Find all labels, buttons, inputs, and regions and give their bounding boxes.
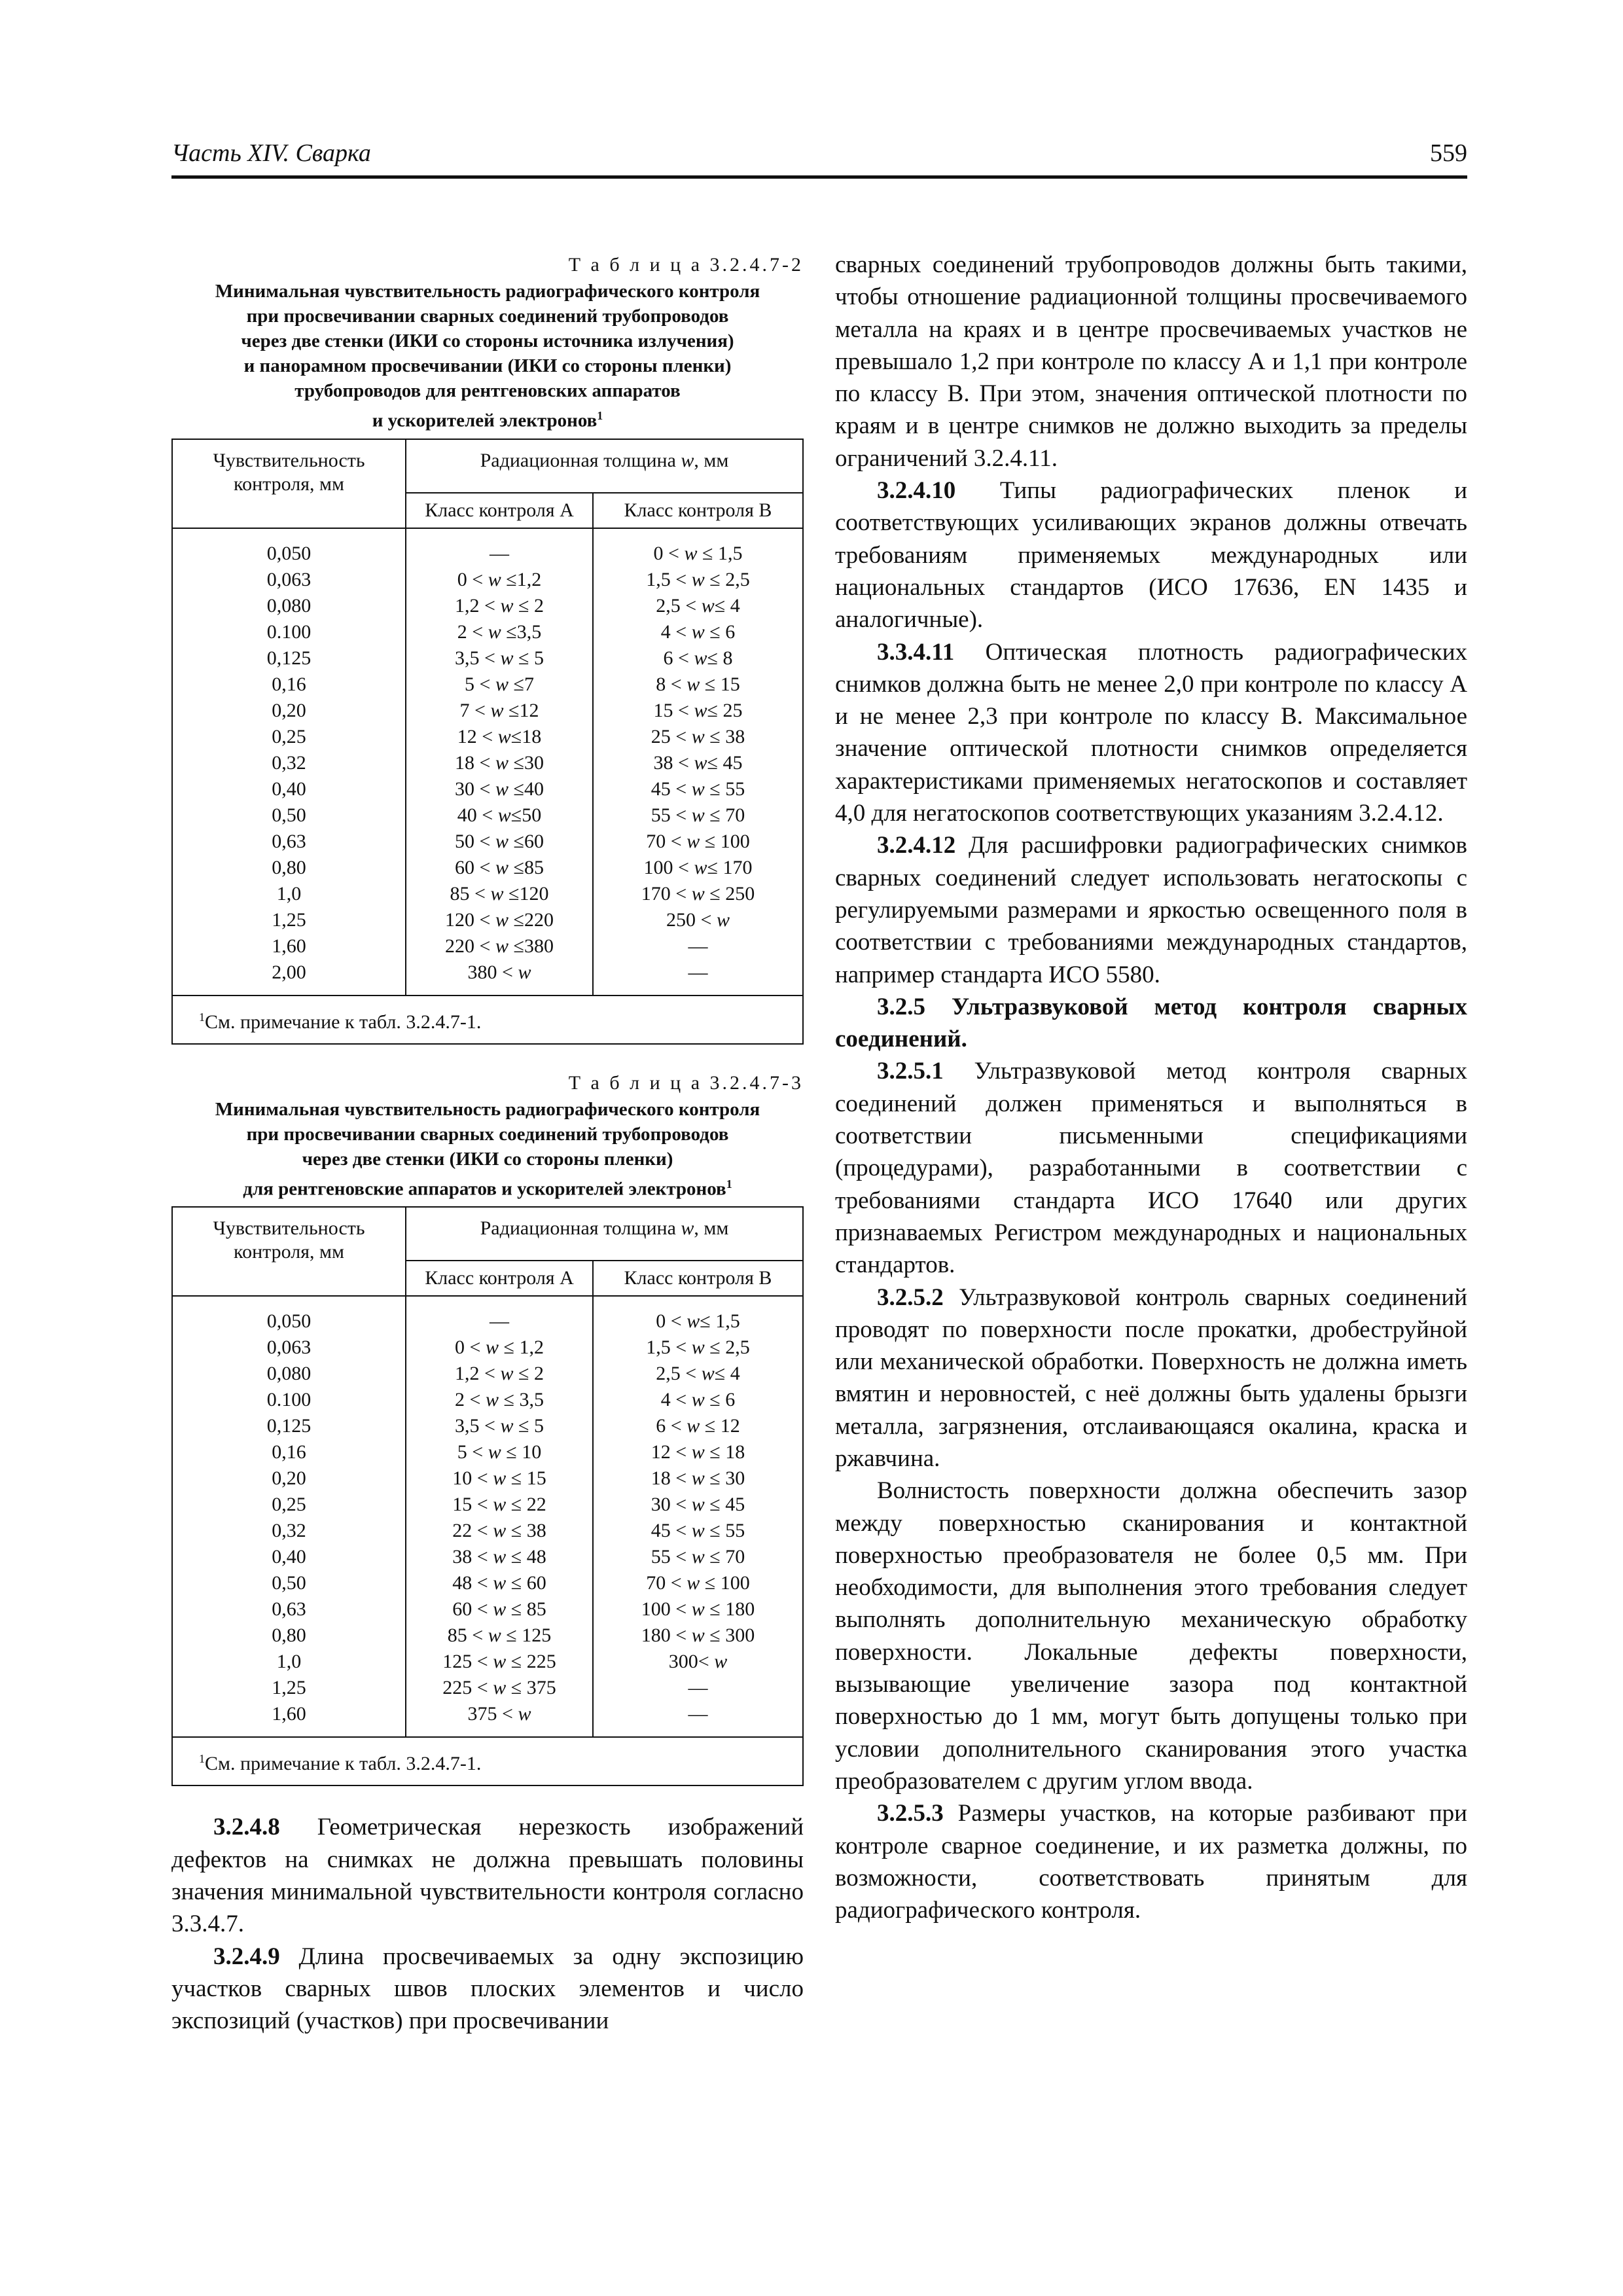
table-cell: 4 < w ≤ 6 xyxy=(660,1389,736,1411)
table-cell: 0,20 xyxy=(272,1467,306,1490)
caption-line: и панорамном просвечивании (ИКИ со стороны пленки) xyxy=(243,355,732,376)
table-footnote xyxy=(172,1737,803,1785)
caption-line: при просвечивании сварных соединений трубопроводов xyxy=(246,1123,729,1145)
paragraph-text: Для расшифровки радиографических снимков сварных соединений следует использовать негатоскопы с регулируемыми размерами и яркостью освещенного поля в соответствии с требованиями международных стандартов, например стандарта ИСО 5580. xyxy=(835,832,1467,988)
caption-line: для рентгеновские аппаратов и ускорителей электронов xyxy=(243,1178,726,1200)
table-cell: 1,25 xyxy=(272,908,306,931)
table-cell: 170 < w ≤ 250 xyxy=(641,882,755,905)
data-table xyxy=(171,1206,804,1786)
table-label: Т а б л и ц а 3.2.4.7-2 xyxy=(568,254,804,276)
clause-number: 3.2.4.10 xyxy=(877,477,956,505)
table-cell: 0 < w ≤1,2 xyxy=(457,568,542,590)
table-caption xyxy=(171,279,804,433)
paragraph-text: Геометрическая нерезкость изображений дефектов на снимках не должна превышать половины значения минимальной чувствительности контроля согласно 3.3.4.7. xyxy=(171,1814,804,1938)
table-cell: 225 < w ≤ 375 xyxy=(442,1677,556,1699)
table-cell: 0,80 xyxy=(272,1624,306,1647)
table-cell: 7 < w ≤12 xyxy=(459,699,539,721)
table-cell: 45 < w ≤ 55 xyxy=(651,1520,745,1542)
table-cell: 0 < w ≤ 1,2 xyxy=(455,1336,544,1359)
table-cell: 0,32 xyxy=(272,1520,306,1542)
table-cell: 38 < w ≤ 48 xyxy=(452,1546,546,1568)
clause-number: 3.2.5.1 xyxy=(877,1058,944,1085)
table-cell: 0,32 xyxy=(272,751,306,774)
table-cell: — xyxy=(688,1703,708,1725)
table-column-body xyxy=(172,1296,406,1737)
table-cell: 120 < w ≤220 xyxy=(445,908,554,931)
table-cell: 375 < w xyxy=(467,1703,531,1725)
table-cell: 12 < w ≤ 18 xyxy=(651,1441,745,1463)
table-cell: 2 < w ≤ 3,5 xyxy=(455,1389,544,1411)
column-header-group xyxy=(406,1207,803,1261)
clause-number: 3.2.4.12 xyxy=(877,832,956,859)
caption-footnote-mark: 1 xyxy=(597,409,603,422)
table-block-2 xyxy=(171,1072,804,1787)
table-cell: 1,0 xyxy=(276,1651,302,1673)
paragraph xyxy=(835,1282,1467,1475)
table-cell: 0,16 xyxy=(272,1441,306,1463)
table-cell: 0,125 xyxy=(266,647,312,669)
table-cell: 0,063 xyxy=(266,568,312,590)
table-cell: 0.100 xyxy=(266,620,312,643)
paragraph xyxy=(835,1797,1467,1926)
table-cell: 60 < w ≤85 xyxy=(455,856,544,878)
table-cell: 0,125 xyxy=(266,1415,312,1437)
table-cell: 85 < w ≤ 125 xyxy=(447,1624,552,1647)
table-cell: 0,050 xyxy=(266,1310,312,1333)
table-cell: 3,5 < w ≤ 5 xyxy=(455,647,544,669)
table-cell: 0.100 xyxy=(266,1389,312,1411)
table-cell: 0,050 xyxy=(266,542,312,564)
column-header-class-a: Класс контроля А xyxy=(406,1261,593,1296)
table-cell: — xyxy=(688,961,708,983)
right-body-text xyxy=(835,249,1467,1926)
table-cell: 0,63 xyxy=(272,830,306,852)
paragraph xyxy=(835,991,1467,1056)
table-column-body xyxy=(172,528,406,996)
table-cell: 10 < w ≤ 15 xyxy=(452,1467,546,1490)
table-cell: 55 < w ≤ 70 xyxy=(651,1546,745,1568)
paragraph xyxy=(835,249,1467,475)
paragraph-text: Ультразвуковой метод контроля сварных соединений должен применяться и выполняться в соответствии письменными спецификациями (процедурами), разработанными в соответствии с требованиями стандарта ИСО 17640 или других признаваемых Регистром международных и национальных стандартов. xyxy=(835,1058,1467,1279)
clause-number: 3.3.4.11 xyxy=(877,638,955,666)
table-cell: 0,080 xyxy=(266,1363,312,1385)
table-cell: 2,00 xyxy=(272,961,306,983)
caption-line: через две стенки (ИКИ со стороны источника излучения) xyxy=(241,331,734,351)
table-cell: 22 < w ≤ 38 xyxy=(452,1520,546,1542)
table-cell: 55 < w ≤ 70 xyxy=(651,804,745,826)
table-cell: 0,25 xyxy=(272,1494,306,1516)
table-cell: 0,40 xyxy=(272,778,306,800)
table-block-1 xyxy=(171,254,804,1045)
table-cell: 0,80 xyxy=(272,856,306,878)
column-header-sensitivity: Чувствительность контроля, мм xyxy=(172,1207,406,1296)
table-column-body xyxy=(406,1296,593,1737)
table-cell: 5 < w ≤ 10 xyxy=(457,1441,542,1463)
table-cell: 50 < w ≤60 xyxy=(455,830,544,852)
table-cell: 0,080 xyxy=(266,594,312,617)
paragraph-text: Ультразвуковой контроль сварных соединений проводят по поверхности после прокатки, дробеструйной или механической обработки. Поверхность не должна иметь вмятин и неровностей, с неё должны быть удалены брызги металла, загрязнения, отслаивающаяся окалина, краска и ржавчина. xyxy=(835,1283,1467,1472)
caption-line: через две стенки (ИКИ со стороны пленки) xyxy=(302,1148,673,1170)
footnote-text: См. примечание к табл. 3.2.4.7-1. xyxy=(205,1011,482,1033)
table-cell: 70 < w ≤ 100 xyxy=(646,1572,750,1594)
table-cell: 0 < w ≤ 1,5 xyxy=(653,542,743,564)
table-cell: 0,50 xyxy=(272,804,306,826)
table-cell: 8 < w ≤ 15 xyxy=(656,673,740,695)
paragraph-text: Оптическая плотность радиографических снимков должна быть не менее 2,0 при контроле по классу А и не менее 2,3 при контроле по классу В. Максимальное значение оптической плотности снимков определяется характеристиками применяемых негатоскопов и составляет 4,0 для негатоскопов соответствующих указаниям 3.2.4.12. xyxy=(835,638,1467,827)
table-cell: 0,63 xyxy=(272,1598,306,1621)
table-cell: — xyxy=(490,542,509,564)
clause-number: 3.2.4.8 xyxy=(213,1814,280,1841)
table-cell: 1,2 < w ≤ 2 xyxy=(455,594,544,617)
table-cell: 1,5 < w ≤ 2,5 xyxy=(646,568,750,590)
table-cell: 6 < w≤ 8 xyxy=(663,647,733,669)
footnote-mark: 1 xyxy=(199,1752,205,1766)
paragraph-text: сварных соединений трубопроводов должны быть такими, чтобы отношение радиационной толщины просвечиваемого металла на краях и в центре просвечиваемых участков не превышало 1,2 при контроле по классу А и 1,1 при контроле по классу В. При этом, значения оптической плотности по краям и в центре снимков не должно выходить за пределы ограничений 3.2.4.11. xyxy=(835,251,1467,472)
table-cell: — xyxy=(490,1310,509,1333)
table-cell: 0,40 xyxy=(272,1546,306,1568)
clause-number: 3.2.5.2 xyxy=(877,1283,944,1311)
paragraph xyxy=(171,1941,804,2037)
table-cell: 3,5 < w ≤ 5 xyxy=(455,1415,544,1437)
table-cell: 40 < w≤50 xyxy=(457,804,542,826)
table-cell: 2,5 < w≤ 4 xyxy=(656,1363,740,1385)
table-cell: 30 < w ≤40 xyxy=(455,778,544,800)
table-cell: 250 < w xyxy=(666,908,730,931)
table-cell: 1,0 xyxy=(276,882,302,905)
paragraph xyxy=(835,829,1467,990)
table-cell: 38 < w≤ 45 xyxy=(653,751,743,774)
table-cell: 125 < w ≤ 225 xyxy=(442,1651,556,1673)
paragraph xyxy=(835,1475,1467,1797)
page-number: 559 xyxy=(1430,139,1467,167)
paragraph-text: Размеры участков, на которые разбивают при контроле сварное соединение, и их разметка должны, по возможности, соответствовать принятым для радиографического контроля. xyxy=(835,1800,1467,1924)
footnote-text: См. примечание к табл. 3.2.4.7-1. xyxy=(205,1753,482,1775)
section-title: Часть XIV. Сварка xyxy=(171,139,371,167)
table-column-body xyxy=(593,1296,803,1737)
table-caption xyxy=(171,1097,804,1202)
caption-line: при просвечивании сварных соединений трубопроводов xyxy=(246,306,729,327)
table-cell: 15 < w≤ 25 xyxy=(653,699,743,721)
table-cell: 0,20 xyxy=(272,699,306,721)
table-cell: 2,5 < w≤ 4 xyxy=(656,594,740,617)
table-cell: 4 < w ≤ 6 xyxy=(660,620,736,643)
group-header-text: Радиационная толщина w, мм xyxy=(480,449,729,471)
right-column xyxy=(835,249,1467,1926)
table-cell: 18 < w ≤30 xyxy=(455,751,544,774)
table-cell: 1,60 xyxy=(272,935,306,957)
paragraph-text: Волнистость поверхности должна обеспечить зазор между поверхностью сканирования и контактной поверхностью преобразователя не более 0,5 мм. При необходимости, для выполнения этого требования следует выполнять дополнительную механическую обработку поверхности. Локальные дефекты поверхности, вызывающие увеличение зазора под контактной поверхностью до 1 мм, могут быть допущены только при условии дополнительного сканирования этого участка преобразователем с другим углом ввода. xyxy=(835,1477,1467,1795)
left-column xyxy=(171,249,804,2037)
column-header-sensitivity: Чувствительность контроля, мм xyxy=(172,439,406,528)
table-cell: 0,50 xyxy=(272,1572,306,1594)
table-cell: — xyxy=(688,1677,708,1699)
paragraph-text: Длина просвечиваемых за одну экспозицию участков сварных швов плоских элементов и число экспозиций (участков) при просвечивании xyxy=(171,1943,804,2035)
column-header-class-b: Класс контроля В xyxy=(593,1261,803,1296)
paragraph-text: Типы радиографических пленок и соответствующих усиливающих экранов должны отвечать требованиям применяемых международных или национальных стандартов (ИСО 17636, EN 1435 и аналогичные). xyxy=(835,477,1467,634)
table-cell: 6 < w ≤ 12 xyxy=(656,1415,740,1437)
table-cell: 220 < w ≤380 xyxy=(445,935,554,957)
group-header-text: Радиационная толщина w, мм xyxy=(480,1217,729,1240)
table-cell: 1,5 < w ≤ 2,5 xyxy=(646,1336,750,1359)
column-header-group xyxy=(406,439,803,493)
column-header-class-b: Класс контроля В xyxy=(593,493,803,528)
footnote-mark: 1 xyxy=(199,1010,205,1024)
caption-footnote-mark: 1 xyxy=(726,1177,732,1191)
table-cell: 100 < w≤ 170 xyxy=(643,856,753,878)
data-table xyxy=(171,439,804,1045)
table-footnote xyxy=(172,996,803,1044)
table-cell: 0 < w≤ 1,5 xyxy=(656,1310,740,1333)
table-cell: 18 < w ≤ 30 xyxy=(651,1467,745,1490)
paragraph xyxy=(171,1811,804,1940)
table-column-body xyxy=(593,528,803,996)
table-cell: 180 < w ≤ 300 xyxy=(641,1624,755,1647)
table-cell: 1,2 < w ≤ 2 xyxy=(455,1363,544,1385)
paragraph xyxy=(835,1055,1467,1281)
table-cell: 60 < w ≤ 85 xyxy=(452,1598,546,1621)
table-label: Т а б л и ц а 3.2.4.7-3 xyxy=(568,1071,804,1094)
paragraph xyxy=(835,475,1467,636)
table-cell: 85 < w ≤120 xyxy=(450,882,549,905)
caption-line: Минимальная чувствительность радиографического контроля xyxy=(215,1098,760,1120)
table-cell: 25 < w ≤ 38 xyxy=(651,725,745,747)
caption-line: и ускорителей электронов xyxy=(372,410,597,431)
table-cell: 30 < w ≤ 45 xyxy=(651,1494,745,1516)
caption-line: трубопроводов для рентгеновских аппаратов xyxy=(294,380,681,401)
table-cell: 70 < w ≤ 100 xyxy=(646,830,750,852)
table-cell: 100 < w ≤ 180 xyxy=(641,1598,755,1621)
table-cell: 300< w xyxy=(668,1651,728,1673)
table-cell: 0,063 xyxy=(266,1336,312,1359)
clause-number: 3.2.5.3 xyxy=(877,1800,944,1827)
table-cell: 2 < w ≤3,5 xyxy=(457,620,542,643)
table-cell: 0,25 xyxy=(272,725,306,747)
table-cell: 15 < w ≤ 22 xyxy=(452,1494,546,1516)
table-cell: 380 < w xyxy=(467,961,531,983)
table-cell: — xyxy=(688,935,708,957)
table-column-body xyxy=(406,528,593,996)
clause-number: 3.2.5 Ультразвуковой метод контроля сварных соединений. xyxy=(835,993,1467,1053)
clause-number: 3.2.4.9 xyxy=(213,1943,280,1970)
table-cell: 1,25 xyxy=(272,1677,306,1699)
table-cell: 45 < w ≤ 55 xyxy=(651,778,745,800)
left-body-text xyxy=(171,1811,804,2037)
table-cell: 0,16 xyxy=(272,673,306,695)
caption-line: Минимальная чувствительность радиографического контроля xyxy=(215,281,760,302)
running-header xyxy=(171,139,1467,177)
table-cell: 1,60 xyxy=(272,1703,306,1725)
column-header-class-a: Класс контроля А xyxy=(406,493,593,528)
table-cell: 12 < w≤18 xyxy=(457,725,542,747)
table-cell: 48 < w ≤ 60 xyxy=(452,1572,546,1594)
table-cell: 5 < w ≤7 xyxy=(465,673,534,695)
header-rule xyxy=(171,175,1467,179)
paragraph xyxy=(835,636,1467,830)
